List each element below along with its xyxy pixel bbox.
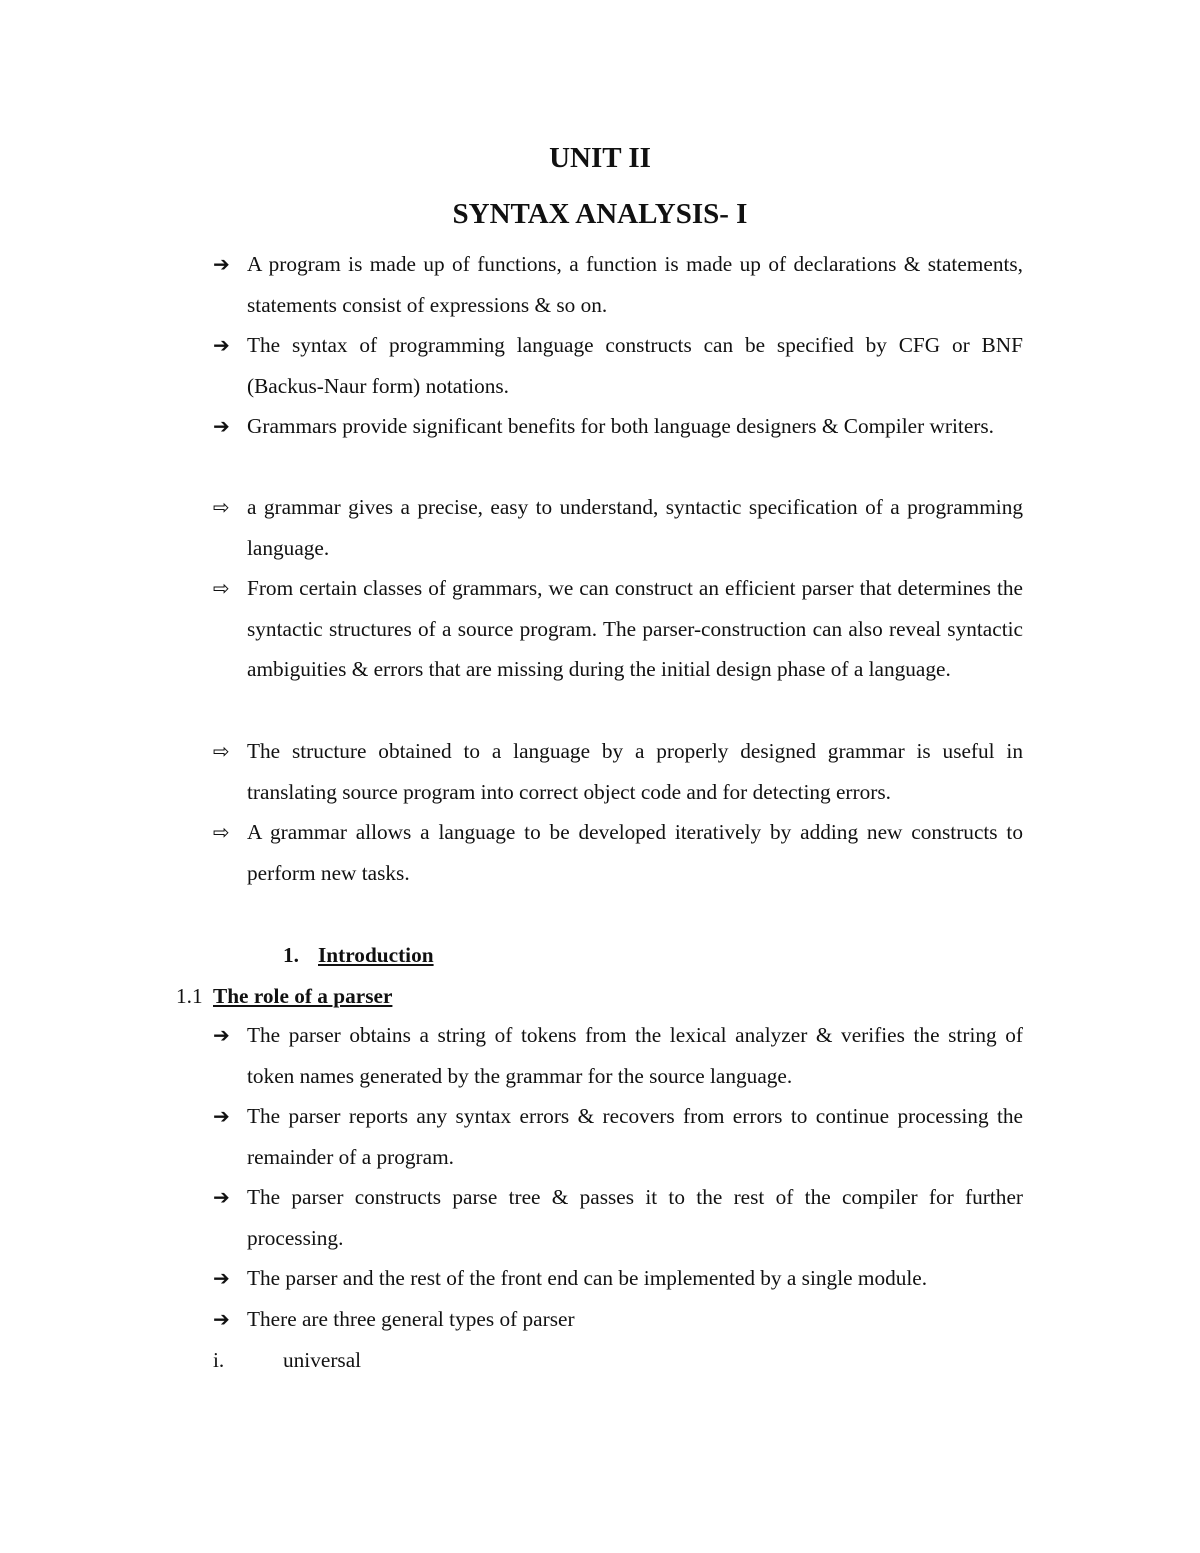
- hollow-arrow-right-icon: ⇨: [213, 820, 230, 844]
- hollow-arrow-right-icon: ⇨: [213, 576, 230, 600]
- section-number: 1.: [283, 943, 299, 967]
- list-item-text: a grammar gives a precise, easy to understand, syntactic specification of a programming language.: [247, 495, 1023, 560]
- hollow-arrow-right-icon: ⇨: [213, 495, 230, 519]
- subsection-title: The role of a parser: [213, 984, 393, 1008]
- list-item-text: The parser constructs parse tree & passes it to the rest of the compiler for further processing.: [247, 1185, 1023, 1250]
- list-item-text: The parser obtains a string of tokens from the lexical analyzer & verifies the string of token names generated by the grammar for the source language.: [247, 1023, 1023, 1088]
- list-item-text: A program is made up of functions, a function is made up of declarations & statements, statements consist of expressions & so on.: [247, 252, 1023, 317]
- list-item-text: The syntax of programming language constructs can be specified by CFG or BNF (Backus-Naur form) notations.: [247, 333, 1023, 398]
- section-title: Introduction: [318, 943, 434, 967]
- unit-title: UNIT II: [549, 142, 651, 174]
- arrow-right-icon: ➔: [213, 414, 230, 438]
- arrow-right-icon: ➔: [213, 1104, 230, 1128]
- arrow-right-icon: ➔: [213, 1266, 230, 1290]
- roman-numeral: i.: [213, 1348, 225, 1372]
- arrow-right-icon: ➔: [213, 333, 230, 357]
- subsection-number: 1.1: [176, 984, 203, 1008]
- list-item-text: The structure obtained to a language by a properly designed grammar is useful in translating source program into correct object code and for detecting errors.: [247, 739, 1023, 804]
- arrow-right-icon: ➔: [213, 1023, 230, 1047]
- list-item-text: The parser reports any syntax errors & recovers from errors to continue processing the remainder of a program.: [247, 1104, 1023, 1169]
- list-item-text: There are three general types of parser: [247, 1307, 575, 1331]
- parser-type-text: universal: [283, 1348, 362, 1372]
- hollow-arrow-right-icon: ⇨: [213, 739, 230, 763]
- arrow-right-icon: ➔: [213, 252, 230, 276]
- arrow-right-icon: ➔: [213, 1185, 230, 1209]
- list-item-text: Grammars provide significant benefits for both language designers & Compiler writers.: [247, 414, 994, 438]
- list-item-text: The parser and the rest of the front end can be implemented by a single module.: [247, 1266, 928, 1290]
- list-item-text: A grammar allows a language to be developed iteratively by adding new constructs to perform new tasks.: [247, 820, 1023, 885]
- list-item-text: From certain classes of grammars, we can construct an efficient parser that determines the syntactic structures of a source program. The parser-construction can also reveal syntactic ambiguities & errors that are missing during the initial design phase of a language.: [247, 576, 1023, 682]
- document-title: SYNTAX ANALYSIS- I: [452, 198, 748, 230]
- arrow-right-icon: ➔: [213, 1307, 230, 1331]
